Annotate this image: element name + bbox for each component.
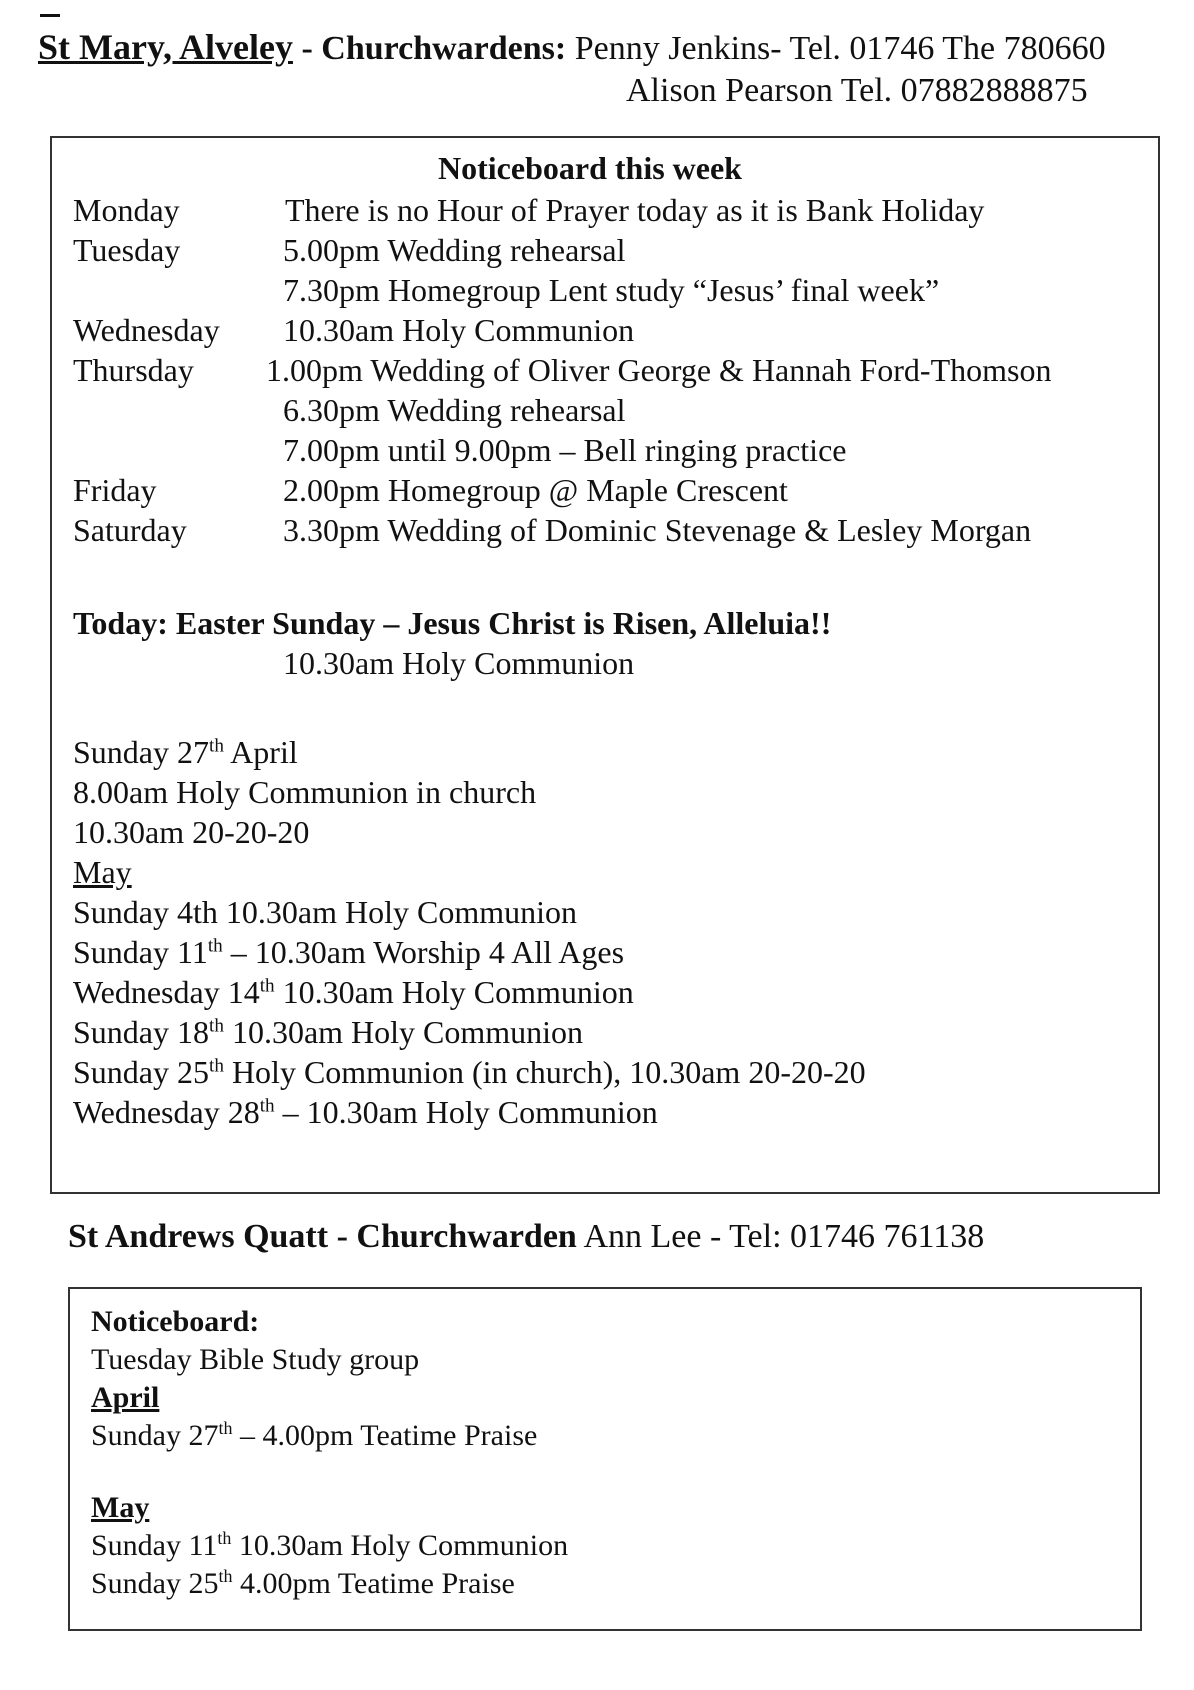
schedule-day: Monday — [73, 192, 180, 228]
quatt-april-heading: April — [91, 1381, 160, 1414]
schedule-day: Saturday — [73, 512, 187, 548]
quatt-may-item — [91, 1529, 568, 1563]
warden-2: Alison Pearson Tel. 07882888875 — [626, 72, 1088, 109]
quatt-may-item — [91, 1567, 515, 1601]
item-text-rest: 10.30am Holy Communion — [231, 1529, 569, 1562]
date-suffix: th — [207, 935, 223, 957]
schedule-text: 2.00pm Homegroup @ Maple Crescent — [283, 472, 788, 508]
date-suffix: th — [209, 1015, 224, 1037]
item-text-rest: – 4.00pm Teatime Praise — [232, 1419, 538, 1452]
quatt-april-item — [91, 1419, 537, 1453]
schedule-day: Wednesday — [73, 312, 220, 348]
date-suffix: th — [218, 1566, 233, 1587]
schedule-day: Tuesday — [73, 232, 181, 268]
item-text: Sunday 25 — [73, 1054, 209, 1090]
may-item — [73, 974, 634, 1011]
april-line: 8.00am Holy Communion in church — [73, 774, 537, 810]
date-suffix: th — [209, 1055, 224, 1077]
date-suffix: th — [217, 1528, 232, 1549]
item-text-rest: 10.30am Holy Communion — [274, 974, 634, 1010]
schedule-text: There is no Hour of Prayer today as it is Bank Holiday — [285, 192, 985, 228]
header-line-1 — [38, 26, 1106, 68]
item-text: Sunday 11 — [73, 934, 208, 970]
date-text-rest: April — [223, 734, 298, 770]
may-item — [73, 1054, 866, 1091]
schedule-text: 7.00pm until 9.00pm – Bell ringing practice — [283, 432, 847, 468]
date-suffix: th — [218, 1418, 233, 1439]
item-text-rest: Holy Communion (in church), 10.30am 20-20-20 — [223, 1054, 866, 1090]
churchwarden-label: Churchwarden — [356, 1218, 577, 1255]
april-line: 10.30am 20-20-20 — [73, 814, 310, 850]
schedule-text: 7.30pm Homegroup Lent study “Jesus’ final week” — [283, 272, 940, 308]
date-suffix: th — [259, 975, 275, 997]
schedule-text: 1.00pm Wedding of Oliver George & Hannah Ford-Thomson — [266, 352, 1052, 388]
church-name: St Mary, Alveley — [38, 27, 293, 67]
item-text: Sunday 11 — [91, 1529, 218, 1562]
quatt-separator: - — [328, 1218, 357, 1255]
april-sunday — [73, 734, 298, 771]
item-text: Wednesday 14 — [73, 974, 260, 1010]
date-suffix: th — [209, 735, 224, 757]
quatt-noticeboard-title: Noticeboard: — [91, 1305, 260, 1338]
item-text-rest: – 10.30am Holy Communion — [274, 1094, 658, 1130]
schedule-text: 3.30pm Wedding of Dominic Stevenage & Lesley Morgan — [283, 512, 1032, 548]
date-suffix: th — [259, 1095, 275, 1117]
schedule-text: 10.30am Holy Communion — [283, 312, 635, 348]
item-text-rest: – 10.30am Worship 4 All Ages — [222, 934, 625, 970]
noticeboard-title: Noticeboard this week — [438, 150, 742, 186]
item-text: Sunday 25 — [91, 1567, 219, 1600]
quatt-may-heading: May — [91, 1491, 150, 1524]
header-separator: - — [292, 30, 322, 67]
may-item — [73, 1014, 583, 1051]
may-item — [73, 1094, 658, 1131]
quatt-line: Tuesday Bible Study group — [91, 1343, 420, 1376]
item-text: Sunday 27 — [91, 1419, 219, 1452]
item-text: Sunday 4th 10.30am Holy Communion — [73, 894, 577, 930]
item-text-rest: 10.30am Holy Communion — [223, 1014, 584, 1050]
item-text-rest: 4.00pm Teatime Praise — [232, 1567, 515, 1600]
schedule-day: Thursday — [73, 352, 194, 388]
warden-1: Penny Jenkins- Tel. 01746 The 780660 — [574, 30, 1106, 67]
today-heading: Today: Easter Sunday – Jesus Christ is Risen, Alleluia!! — [73, 605, 832, 641]
quatt-church-name: St Andrews Quatt — [68, 1218, 329, 1255]
may-item — [73, 934, 624, 971]
schedule-text: 5.00pm Wedding rehearsal — [283, 232, 626, 268]
today-service: 10.30am Holy Communion — [283, 645, 635, 681]
schedule-text: 6.30pm Wedding rehearsal — [283, 392, 626, 428]
quatt-header — [68, 1218, 984, 1256]
churchwardens-label: Churchwardens: — [321, 30, 567, 67]
item-text: Sunday 18 — [73, 1014, 209, 1050]
schedule-day: Friday — [73, 472, 157, 508]
may-item — [73, 894, 577, 931]
may-heading: May — [73, 854, 132, 890]
header-mark — [40, 14, 60, 17]
quatt-warden: Ann Lee - Tel: 01746 761138 — [576, 1218, 985, 1255]
date-text: Sunday 27 — [73, 734, 209, 770]
item-text: Wednesday 28 — [73, 1094, 260, 1130]
